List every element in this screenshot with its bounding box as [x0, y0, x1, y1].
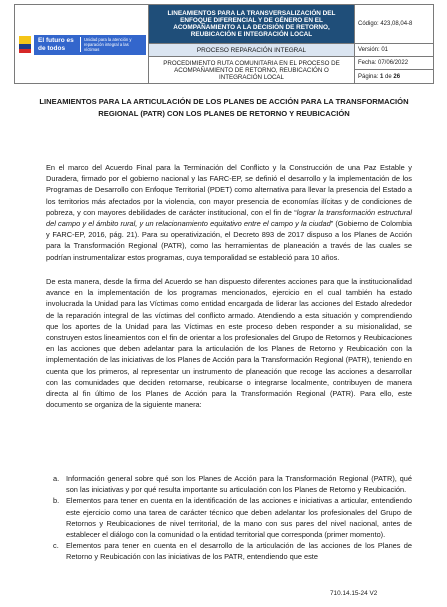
- logo-cell: [15, 5, 149, 83]
- paragraph-1-part-a: En el marco del Acuerdo Final para la Terminación del Conflicto y la Construcción de una Paz Estable y Duradera, firmado por el gobierno nacional y las FARC-EP, se definió el desarrollo y la implementación de los Programas de Desarrollo con Enfoque Territorial (PDET) como alternativa para llevar la presencia del Estado a los territorios más afectados por la violencia, con mayor presencia de economías ilícitas y de condiciones de pobreza, y con mayores debilidades de carácter institucional, con el fin de “: [46, 163, 412, 217]
- page-prefix: Página:: [358, 73, 381, 80]
- footer-code: 710.14.15-24 V2: [330, 590, 378, 597]
- paragraph-1-quote: lograr la transformación estructural del campo y el ámbito rural, y un relacionamiento equitativo entre el campo y la ciudad: [46, 207, 412, 229]
- document-title: LINEAMIENTOS PARA LA ARTICULACIÓN DE LOS PLANES DE ACCIÓN PARA LA TRANSFORMACIÓN REGIONAL (PATR) CON LOS PLANES DE RETORNO Y REUBICACIÓN: [39, 97, 409, 118]
- list-item: [46, 495, 412, 540]
- colombia-flag-icon: [19, 36, 31, 53]
- list-marker: b.: [53, 496, 60, 506]
- list-item-text: Elementos para tener en cuenta en la identificación de las acciones e iniciativas a articular, entendiendo este ejercicio como una tarea de carácter técnico que deben adelantar los profesionales del Grupo de Retornos y Reubicaciones de nivel territorial, de la mano con sus pares del nivel nacional, antes de establecer el diálogo con la comunidad o la entidad territorial que corresponda (primer momento).: [66, 496, 412, 540]
- content-list: [46, 473, 412, 563]
- government-logo: [19, 35, 147, 55]
- logo-left-text: El futuro es de todos: [38, 37, 74, 52]
- header-code: Código: 423,08,04-8: [354, 5, 434, 44]
- list-marker: a.: [53, 474, 60, 483]
- header-version: Versión: 01: [354, 44, 434, 57]
- header-process: PROCESO REPARACIÓN INTEGRAL: [149, 44, 354, 57]
- list-item-text: Elementos para tener en cuenta en el desarrollo de la articulación de las acciones de los Planes de Retorno y Reubicación con las iniciativas de los PATR, entendiendo que este: [66, 541, 412, 562]
- paragraph-1: [46, 162, 412, 263]
- list-item: [46, 540, 412, 562]
- header-date: Fecha: 07/06/2022: [354, 57, 434, 70]
- paragraph-1-part-b: ” (Gobierno de Colombia y FARC-EP, 2016, pág. 21). Para su operativización, el Decreto 893 de 2017 dispuso a los Planes de Acción para la Transformación Regional (PATR), como las herramientas de planeación a través de las cuales se podrían instrumentalizar estos programas, cuya temporalidad se estableció para 10 años.: [46, 219, 412, 262]
- header-page: [354, 70, 434, 83]
- list-item: [46, 473, 412, 495]
- page-total: 26: [393, 73, 401, 80]
- page-of: de: [383, 73, 394, 80]
- logo-right-text: Unidad para la atención y reparación integral a las víctimas: [80, 37, 144, 52]
- document-header: [14, 4, 434, 84]
- logo-box: [34, 35, 146, 55]
- list-item-text: Información general sobre qué son los Planes de Acción para la Transformación Regional (PATR), qué son las iniciativas y por qué resulta importante su articulación con los Planes de Retorno y Reubicación.: [66, 474, 412, 495]
- header-title: LINEAMIENTOS PARA LA TRANSVERSALIZACIÓN DEL ENFOQUE DIFERENCIAL Y DE GÉNERO EN EL ACOMPAÑAMIENTO A LA DECISIÓN DE RETORNO, REUBICACIÓN E INTEGRACIÓN LOCAL: [149, 5, 354, 44]
- header-procedure: PROCEDIMIENTO RUTA COMUNITARIA EN EL PROCESO DE ACOMPAÑAMIENTO DE RETORNO, REUBICACIÓN O INTEGRACIÓN LOCAL: [163, 59, 340, 81]
- list-marker: c.: [53, 541, 59, 551]
- paragraph-2: De esta manera, desde la firma del Acuerdo se han dispuesto diferentes acciones para que la institucionalidad avance en la implementación de los programas mencionados, ejercicio en el cual también ha estado involucrada la Unidad para las Víctimas como entidad encargada de liderar las acciones del Estado alrededor de la reparación integral de las víctimas del conflicto armado. Atendiendo a esta situación y comprendiendo que los aportes de la Unidad para las Víctimas en este proceso deben responder a su misionalidad, se construyen estos lineamientos con el fin de orientar a los profesionales del Grupo de Retornos y Reubicaciones en las acciones que deben adelantar para la articulación de los Planes de Retorno y Reubicación con la implementación de las iniciativas de los Planes de Acción para la Transformación Regional (PATR), teniendo en cuenta que los primeros, al representar un instrumento de planeación que recoge las acciones a desarrollar con las comunidades que deciden retornarse, reubicarse o integrarse localmente, contribuyen de manera directa al fin último de los Planes de Acción para la Transformación Regional (PATR). Para ello, este documento se organiza de la siguiente manera:: [46, 277, 412, 410]
- page-number: 1: [380, 73, 384, 80]
